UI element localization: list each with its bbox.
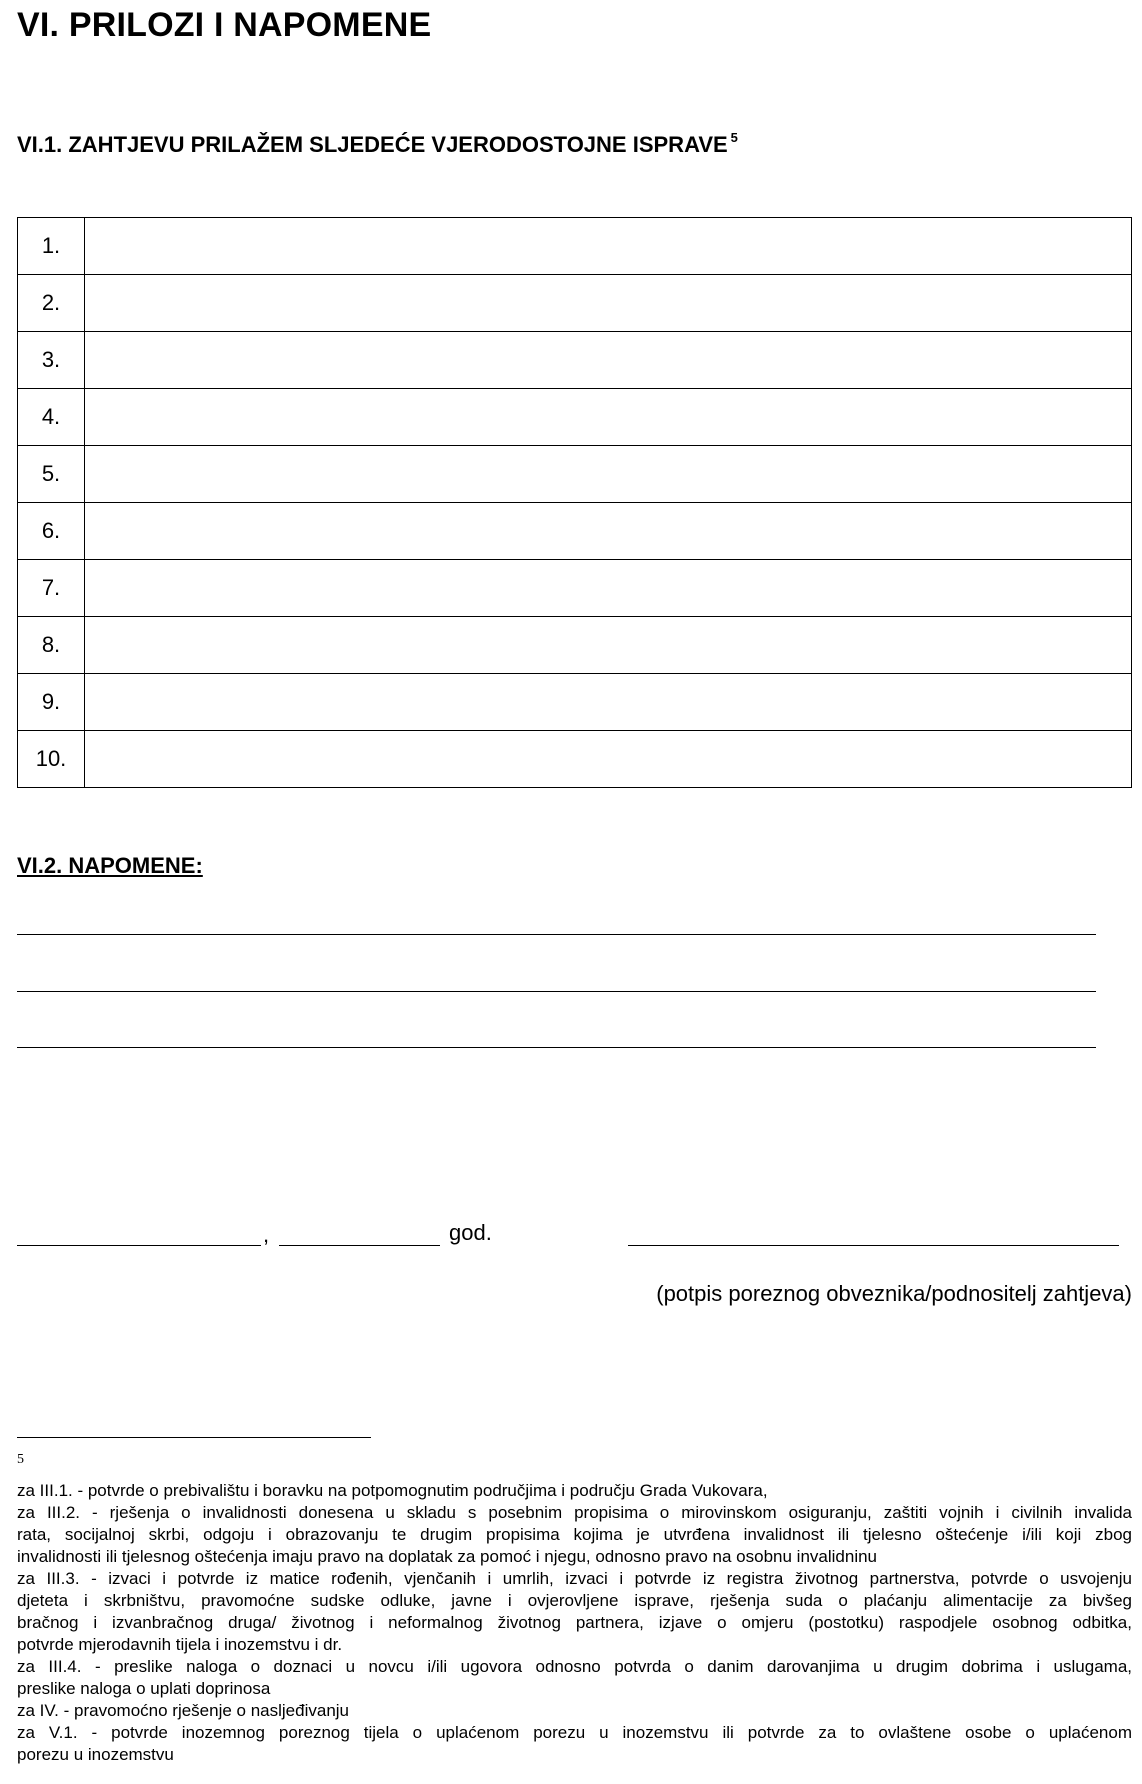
- row-number: 3.: [18, 332, 85, 389]
- document-entry-cell[interactable]: [85, 446, 1132, 503]
- row-number: 5.: [18, 446, 85, 503]
- footnote-line: za III.4. - preslike naloga o doznaci u novcu i/ili ugovora odnosno potvrda o danim darovanjima u drugim dobrima i uslugama,: [17, 1657, 1132, 1676]
- row-number: 2.: [18, 275, 85, 332]
- footnote-text: [17, 1480, 1132, 1766]
- page-title: VI. PRILOZI I NAPOMENE: [17, 6, 432, 44]
- place-field-line[interactable]: [17, 1245, 261, 1246]
- section-heading-text: VI.1. ZAHTJEVU PRILAŽEM SLJEDEĆE VJERODOSTOJNE ISPRAVE: [17, 132, 728, 157]
- document-entry-cell[interactable]: [85, 731, 1132, 788]
- footnote-line: za III.2. - rješenja o invalidnosti donesena u skladu s posebnim propisima o mirovinskom osiguranju, zaštiti vojnih i civilnih invalida: [17, 1503, 1132, 1522]
- date-field-line[interactable]: [279, 1245, 440, 1246]
- footnote-line: preslike naloga o uplati doprinosa: [17, 1679, 271, 1698]
- document-row: [18, 560, 1132, 617]
- document-row: [18, 617, 1132, 674]
- notes-line[interactable]: [17, 934, 1096, 935]
- footnote-line: invalidnosti ili tjelesnog oštećenja imaju pravo na doplatak za pomoć i njegu, odnosno pravo na osobnu invalidninu: [17, 1547, 878, 1566]
- documents-table: [17, 217, 1132, 788]
- document-entry-cell[interactable]: [85, 674, 1132, 731]
- row-number: 1.: [18, 218, 85, 275]
- notes-line[interactable]: [17, 991, 1096, 992]
- signature-field-line[interactable]: [628, 1245, 1119, 1246]
- footnote-line: za III.3. - izvaci i potvrde iz matice rođenih, vjenčanih i umrlih, izvaci i potvrde iz registra životnog partnerstva, potvrde o usvojenju: [17, 1569, 1132, 1588]
- document-entry-cell[interactable]: [85, 218, 1132, 275]
- document-entry-cell[interactable]: [85, 617, 1132, 674]
- signature-caption: (potpis poreznog obveznika/podnositelj zahtjeva): [656, 1281, 1132, 1306]
- footnote-line: za III.1. - potvrde o prebivalištu i boravku na potpomognutim područjima i području Grada Vukovara,: [17, 1481, 768, 1500]
- row-number: 7.: [18, 560, 85, 617]
- document-row: [18, 446, 1132, 503]
- document-entry-cell[interactable]: [85, 275, 1132, 332]
- document-row: [18, 275, 1132, 332]
- document-row: [18, 389, 1132, 446]
- document-entry-cell[interactable]: [85, 332, 1132, 389]
- footnote-line: potvrde mjerodavnih tijela i inozemstvu i dr.: [17, 1635, 343, 1654]
- row-number: 4.: [18, 389, 85, 446]
- footnote-reference: 5: [730, 130, 738, 145]
- document-row: [18, 503, 1132, 560]
- document-entry-cell[interactable]: [85, 503, 1132, 560]
- comma: ,: [263, 1222, 270, 1247]
- section-heading-documents: [17, 132, 738, 158]
- footnote-mark: 5: [17, 1452, 24, 1467]
- section-heading-notes: VI.2. NAPOMENE:: [17, 853, 203, 878]
- row-number: 9.: [18, 674, 85, 731]
- row-number: 10.: [18, 731, 85, 788]
- footnote-line: za V.1. - potvrde inozemnog poreznog tijela o uplaćenom porezu u inozemstvu ili potvrde za to ovlaštene osobe o uplaćenom: [17, 1723, 1132, 1742]
- document-entry-cell[interactable]: [85, 389, 1132, 446]
- document-row: [18, 218, 1132, 275]
- document-row: [18, 332, 1132, 389]
- document-entry-cell[interactable]: [85, 560, 1132, 617]
- footnote-line: djeteta i skrbništvu, pravomoćne sudske odluke, javne i ovjerovljene isprave, rješenja suda o plaćanju alimentacije za bivšeg: [17, 1591, 1132, 1610]
- footnote-line: za IV. - pravomoćno rješenje o nasljeđivanju: [17, 1701, 350, 1720]
- footnote-line: rata, socijalnoj skrbi, odgoju i obrazovanju te drugim propisima kojima je utvrđena invalidnost ili tjelesno oštećenje i/ili koji zbog: [17, 1525, 1132, 1544]
- document-row: [18, 674, 1132, 731]
- footnote-line: porezu u inozemstvu: [17, 1745, 174, 1764]
- footnote-separator: [17, 1437, 371, 1438]
- year-label: god.: [449, 1220, 492, 1245]
- row-number: 8.: [18, 617, 85, 674]
- row-number: 6.: [18, 503, 85, 560]
- document-row: [18, 731, 1132, 788]
- notes-line[interactable]: [17, 1047, 1096, 1048]
- footnote-line: bračnog i izvanbračnog druga/ životnog i neformalnog životnog partnera, izjave o omjeru (postotku) raspodjele osobnog odbitka,: [17, 1613, 1132, 1632]
